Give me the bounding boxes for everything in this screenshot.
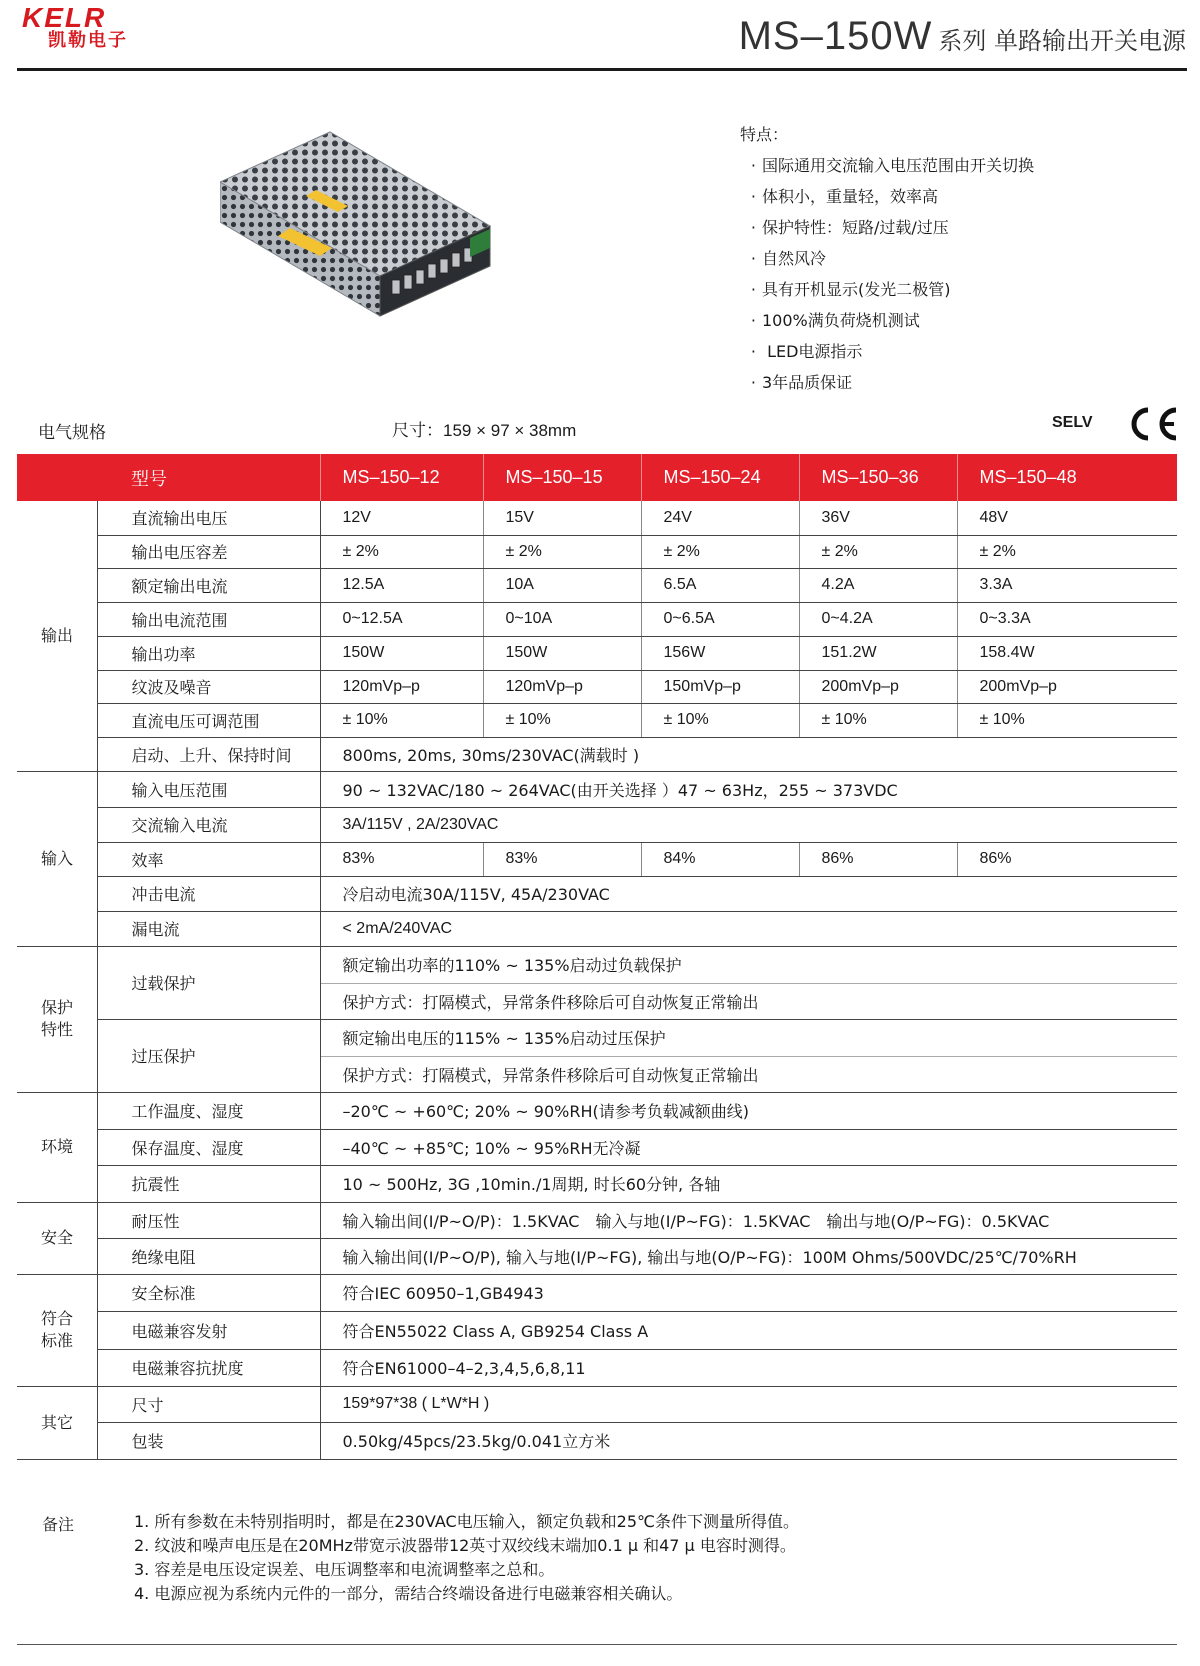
- table-cell: 符合EN55022 Class A, GB9254 Class A: [320, 1311, 1177, 1349]
- ce-mark-icon: [1124, 404, 1180, 444]
- param-label: 输出电流范围: [97, 602, 320, 636]
- table-row: [17, 1092, 1177, 1129]
- table-row: [17, 670, 1177, 703]
- feature-item: · 3年品质保证: [750, 373, 853, 392]
- features-list: [740, 124, 1180, 398]
- table-cell: 36V: [799, 501, 957, 535]
- param-label: 直流电压可调范围: [97, 703, 320, 737]
- table-cell: < 2mA/240VAC: [320, 911, 1177, 946]
- table-cell: 冷启动电流30A/115V, 45A/230VAC: [320, 876, 1177, 911]
- table-cell: 150W: [320, 636, 483, 670]
- param-label: 输出电压容差: [97, 535, 320, 568]
- brand-name-en: KELR: [22, 2, 107, 33]
- table-cell: 83%: [320, 842, 483, 876]
- category-output: 输出: [17, 501, 97, 771]
- param-label: 抗震性: [97, 1165, 320, 1202]
- table-row: [17, 946, 1177, 983]
- table-cell: 3.3A: [957, 568, 1177, 602]
- dimensions-label: 尺寸：159 × 97 × 38mm: [392, 421, 577, 440]
- notes-label: 备注: [42, 1515, 75, 1534]
- table-cell: ± 10%: [483, 703, 641, 737]
- param-label: 输出功率: [97, 636, 320, 670]
- table-row: [17, 876, 1177, 911]
- param-label: 冲击电流: [97, 876, 320, 911]
- table-cell: 12V: [320, 501, 483, 535]
- table-header-row: [17, 454, 1177, 501]
- table-cell: ± 10%: [320, 703, 483, 737]
- table-row: [17, 1129, 1177, 1165]
- param-label: 安全标准: [97, 1274, 320, 1311]
- table-cell: 4.2A: [799, 568, 957, 602]
- table-row: [17, 1349, 1177, 1386]
- table-cell: 0~4.2A: [799, 602, 957, 636]
- table-cell: 符合IEC 60950–1,GB4943: [320, 1274, 1177, 1311]
- model-column: MS–150–15: [483, 454, 641, 501]
- table-cell: 10 ~ 500Hz, 3G ,10min./1周期, 时长60分钟, 各轴: [320, 1165, 1177, 1202]
- table-row: [17, 842, 1177, 876]
- table-cell: 0~6.5A: [641, 602, 799, 636]
- param-label: 绝缘电阻: [97, 1238, 320, 1274]
- footer-divider: [17, 1644, 1177, 1645]
- table-cell: 15V: [483, 501, 641, 535]
- param-label: 电磁兼容抗扰度: [97, 1349, 320, 1386]
- table-cell: –40℃ ~ +85℃; 10% ~ 95%RH无冷凝: [320, 1129, 1177, 1165]
- param-label: 漏电流: [97, 911, 320, 946]
- category-standards: 符合 标准: [17, 1274, 97, 1386]
- param-label: 额定输出电流: [97, 568, 320, 602]
- title-series: 系列 单路输出开关电源: [938, 27, 1186, 55]
- table-cell: 120mVp–p: [483, 670, 641, 703]
- feature-item: · 国际通用交流输入电压范围由开关切换: [750, 156, 1035, 175]
- table-cell: –20℃ ~ +60℃; 20% ~ 90%RH(请参考负载减额曲线): [320, 1092, 1177, 1129]
- category-environment: 环境: [17, 1092, 97, 1202]
- table-cell: 保护方式：打隔模式，异常条件移除后可自动恢复正常输出: [320, 1056, 1177, 1092]
- param-label: 电磁兼容发射: [97, 1311, 320, 1349]
- table-cell: 符合EN61000–4–2,3,4,5,6,8,11: [320, 1349, 1177, 1386]
- category-protection: 保护 特性: [17, 946, 97, 1092]
- table-row: [17, 1238, 1177, 1274]
- table-cell: 159*97*38 ( L*W*H ): [320, 1386, 1177, 1422]
- feature-item: · 保护特性：短路/过载/过压: [750, 218, 949, 237]
- table-row: [17, 1019, 1177, 1056]
- table-cell: 158.4W: [957, 636, 1177, 670]
- model-column: MS–150–36: [799, 454, 957, 501]
- note-item: 4. 电源应视为系统内元件的一部分，需结合终端设备进行电磁兼容相关确认。: [134, 1584, 683, 1603]
- table-row: [17, 568, 1177, 602]
- table-row: [17, 771, 1177, 807]
- table-cell: 84%: [641, 842, 799, 876]
- note-item: 1. 所有参数在未特别指明时，都是在230VAC电压输入，额定负载和25℃条件下测量所得值。: [134, 1512, 799, 1531]
- table-cell: 200mVp–p: [957, 670, 1177, 703]
- model-column: MS–150–12: [320, 454, 483, 501]
- table-row: [17, 911, 1177, 946]
- table-cell: 输入输出间(I/P~O/P), 输入与地(I/P~FG), 输出与地(O/P~FG)：100M Ohms/500VDC/25℃/70%RH: [320, 1238, 1177, 1274]
- table-cell: 200mVp–p: [799, 670, 957, 703]
- table-cell: ± 2%: [320, 535, 483, 568]
- model-column: MS–150–24: [641, 454, 799, 501]
- table-row: [17, 1422, 1177, 1459]
- model-column: MS–150–48: [957, 454, 1177, 501]
- table-cell: 156W: [641, 636, 799, 670]
- table-row: [17, 1386, 1177, 1422]
- param-label: 直流输出电压: [97, 501, 320, 535]
- note-item: 3. 容差是电压设定误差、电压调整率和电流调整率之总和。: [134, 1560, 555, 1579]
- note-item: 2. 纹波和噪声电压是在20MHz带宽示波器带12英寸双绞线末端加0.1 μ 和47 μ 电容时测得。: [134, 1536, 796, 1555]
- notes-list: [134, 1510, 1174, 1606]
- table-cell: 0~10A: [483, 602, 641, 636]
- table-cell: 输入输出间(I/P~O/P)：1.5KVAC 输入与地(I/P~FG)：1.5KVAC 输出与地(O/P~FG)：0.5KVAC: [320, 1202, 1177, 1238]
- param-label: 纹波及噪音: [97, 670, 320, 703]
- table-cell: 800ms, 20ms, 30ms/230VAC(满载时 ): [320, 737, 1177, 771]
- param-label: 工作温度、湿度: [97, 1092, 320, 1129]
- table-cell: 48V: [957, 501, 1177, 535]
- table-cell: 120mVp–p: [320, 670, 483, 703]
- table-cell: 10A: [483, 568, 641, 602]
- table-row: [17, 807, 1177, 842]
- table-row: [17, 636, 1177, 670]
- feature-item: · 具有开机显示(发光二极管): [750, 280, 951, 299]
- feature-item: · LED电源指示: [750, 342, 863, 361]
- product-image: [220, 130, 520, 380]
- table-cell: ± 2%: [799, 535, 957, 568]
- spec-table: [17, 454, 1177, 1460]
- table-row: [17, 501, 1177, 535]
- table-cell: 额定输出电压的115% ~ 135%启动过压保护: [320, 1019, 1177, 1056]
- param-label: 耐压性: [97, 1202, 320, 1238]
- table-cell: 150W: [483, 636, 641, 670]
- table-cell: 24V: [641, 501, 799, 535]
- header-divider: [17, 68, 1187, 71]
- table-cell: 0~12.5A: [320, 602, 483, 636]
- table-row: [17, 535, 1177, 568]
- category-safety: 安全: [17, 1202, 97, 1274]
- table-cell: 0.50kg/45pcs/23.5kg/0.041立方米: [320, 1422, 1177, 1459]
- param-label: 过压保护: [97, 1019, 320, 1092]
- table-row: [17, 1202, 1177, 1238]
- feature-item: · 100%满负荷烧机测试: [750, 311, 920, 330]
- param-label: 效率: [97, 842, 320, 876]
- table-row: [17, 703, 1177, 737]
- brand-name-cn: 凯勒电子: [48, 30, 128, 51]
- feature-item: · 体积小，重量轻，效率高: [750, 187, 939, 206]
- selv-mark: SELV: [1052, 414, 1093, 431]
- table-cell: 6.5A: [641, 568, 799, 602]
- table-cell: 86%: [957, 842, 1177, 876]
- table-cell: 150mVp–p: [641, 670, 799, 703]
- table-cell: 86%: [799, 842, 957, 876]
- features-title: 特点：: [740, 125, 789, 144]
- table-row: [17, 602, 1177, 636]
- table-cell: 0~3.3A: [957, 602, 1177, 636]
- model-header: 型号: [97, 454, 320, 501]
- param-label: 过载保护: [97, 946, 320, 1019]
- table-cell: 12.5A: [320, 568, 483, 602]
- document-title: [739, 8, 1186, 72]
- table-cell: 90 ~ 132VAC/180 ~ 264VAC(由开关选择 ）47 ~ 63Hz，255 ~ 373VDC: [320, 771, 1177, 807]
- table-cell: ± 10%: [799, 703, 957, 737]
- table-cell: 保护方式：打隔模式，异常条件移除后可自动恢复正常输出: [320, 983, 1177, 1019]
- param-label: 尺寸: [97, 1386, 320, 1422]
- table-cell: ± 2%: [483, 535, 641, 568]
- table-row: [17, 1165, 1177, 1202]
- feature-item: · 自然风冷: [750, 249, 827, 268]
- param-label: 输入电压范围: [97, 771, 320, 807]
- title-model: MS–150W: [738, 14, 933, 58]
- table-cell: 83%: [483, 842, 641, 876]
- table-cell: 额定输出功率的110% ~ 135%启动过负载保护: [320, 946, 1177, 983]
- table-row: [17, 737, 1177, 771]
- param-label: 保存温度、湿度: [97, 1129, 320, 1165]
- table-cell: ± 10%: [641, 703, 799, 737]
- param-label: 包装: [97, 1422, 320, 1459]
- table-row: [17, 1311, 1177, 1349]
- category-input: 输入: [17, 771, 97, 946]
- header-blank: [17, 454, 97, 501]
- table-cell: ± 2%: [641, 535, 799, 568]
- table-cell: ± 2%: [957, 535, 1177, 568]
- table-cell: 3A/115V , 2A/230VAC: [320, 807, 1177, 842]
- electrical-spec-label: 电气规格: [38, 423, 106, 443]
- category-other: 其它: [17, 1386, 97, 1459]
- brand-logo: [22, 4, 162, 54]
- table-cell: 151.2W: [799, 636, 957, 670]
- table-row: [17, 1274, 1177, 1311]
- table-cell: ± 10%: [957, 703, 1177, 737]
- param-label: 启动、上升、保持时间: [97, 737, 320, 771]
- param-label: 交流输入电流: [97, 807, 320, 842]
